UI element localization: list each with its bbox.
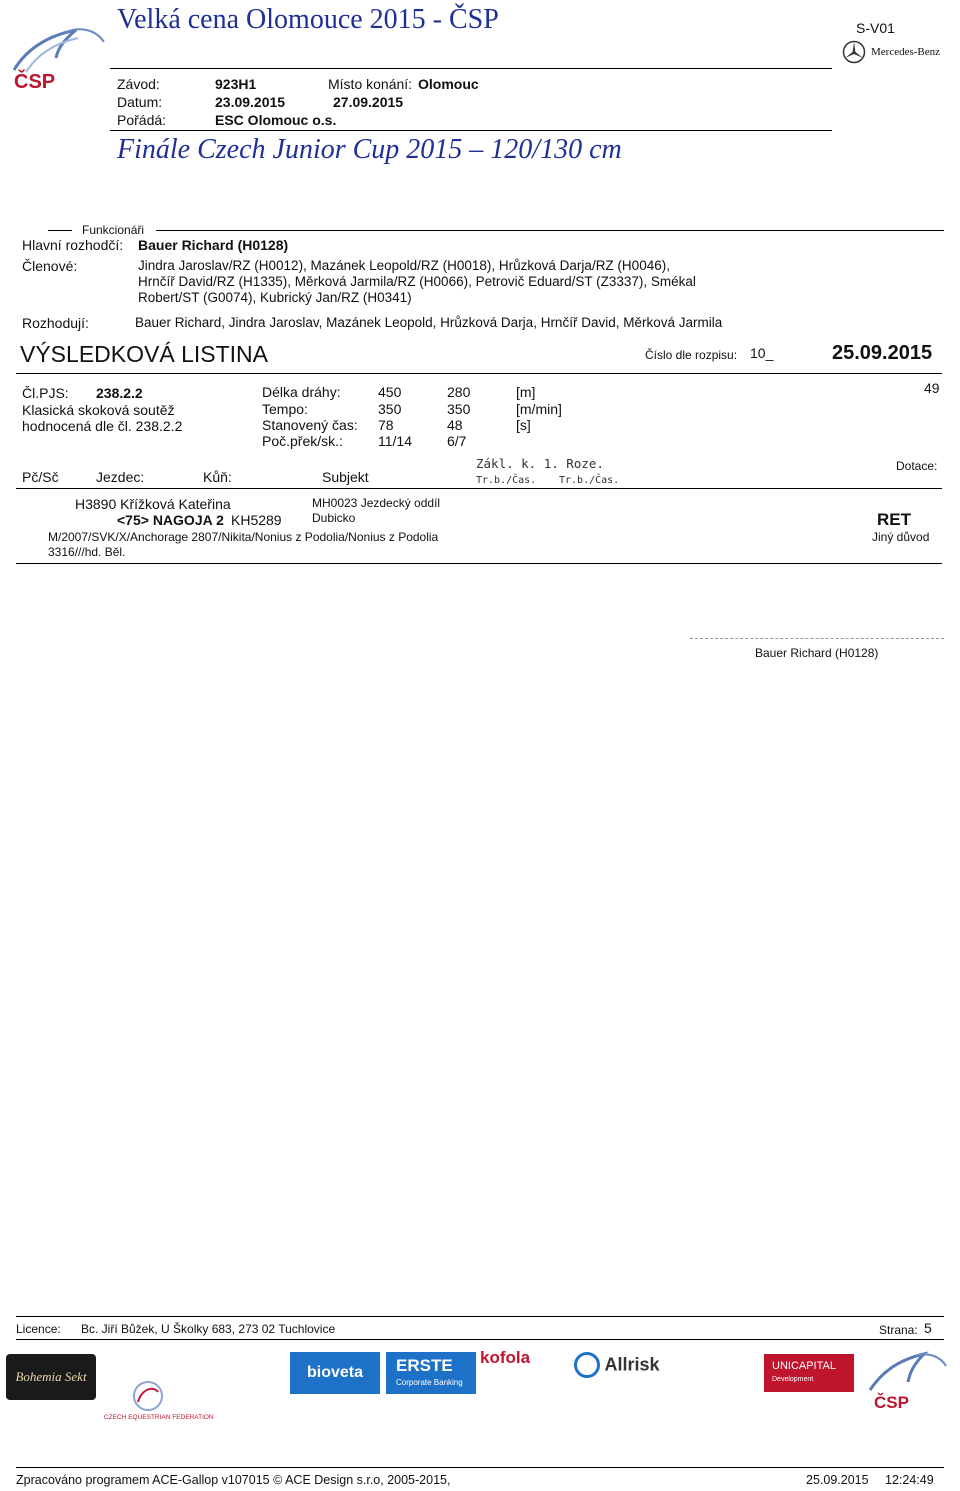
label-porada: Pořádá: [117,112,167,128]
competition-type-2: hodnocená dle čl. 238.2.2 [22,418,183,434]
param-unit-1: [m/min] [516,401,562,417]
cislo-value: 10_ [750,345,774,361]
csp-logo-top [6,22,110,94]
competition-type-1: Klasická skoková soutěž [22,402,175,418]
misto-value: Olomouc [418,76,479,92]
print-time: 12:24:49 [885,1473,934,1487]
entry-status: RET [877,510,911,529]
param-col1-1: 350 [378,401,402,417]
bioveta-logo: bioveta [290,1352,380,1394]
param-unit-0: [m] [516,384,536,400]
licence-value: Bc. Jiří Bůžek, U Školky 683, 273 02 Tuchlovice [81,1322,336,1336]
col-header-dotace: Dotace: [896,459,938,473]
col-header-zakl: Zákl. k. 1. Roze. [476,456,604,471]
officials-rule-right [156,230,944,231]
signature-name: Bauer Richard (H0128) [755,646,879,660]
officials-section-label: Funkcionáři [82,223,145,237]
licence-label: Licence: [16,1322,61,1336]
footer-rule-bottom [16,1467,944,1468]
clenove-line-2: Hrnčíř David/RZ (H1335), Měrková Jarmila/RZ (H0066), Petrovič Eduard/ST (Z3337), Smékal [138,274,696,289]
rozhoduji-value: Bauer Richard, Jindra Jaroslav, Mazánek Leopold, Hrůzková Darja, Hrnčíř David, Měrková Jarmila [135,315,723,330]
label-clenove: Členové: [22,258,78,274]
table-header-rule [16,488,942,489]
param-col1-0: 450 [378,384,402,400]
competition-title: Finále Czech Junior Cup 2015 – 120/130 cm [117,134,622,165]
param-col2-2: 48 [447,417,463,433]
datum-to: 27.09.2015 [333,94,404,110]
header-rule [110,68,832,69]
clenove-line-1: Jindra Jaroslav/RZ (H0012), Mazánek Leopold/RZ (H0018), Hrůzková Darja/RZ (H0046), [138,258,670,273]
param-col2-0: 280 [447,384,471,400]
footer-rule-mid [16,1339,944,1340]
param-label-tempo: Tempo: [262,401,308,417]
col-header-pc: Pč/Sč [22,469,59,485]
entry-horse-id: KH5289 [231,512,282,528]
entry-rider: H3890 Křížková Kateřina [75,496,231,512]
event-title: Velká cena Olomouce 2015 - ČSP [117,4,499,35]
label-zavod: Závod: [117,76,160,92]
allrisk-logo: Allrisk [574,1352,659,1378]
czech-equestrian-federation-logo: CZECH EQUESTRIAN FEDERATION [108,1352,188,1432]
unicapital-logo: UNICAPITAL Development [764,1354,854,1392]
mercedes-star-icon [842,40,866,69]
bohemia-sekt-logo: Bohemia Sekt [6,1354,96,1400]
label-misto: Místo konání: [328,76,413,92]
param-label-delka: Délka dráhy: [262,384,341,400]
param-col2-1: 350 [447,401,471,417]
pjs-value: 238.2.2 [96,385,143,401]
param-label-prek: Poč.přek/sk.: [262,433,343,449]
strana-label: Strana: [879,1323,918,1337]
svg-text:ČSP: ČSP [14,71,56,93]
col-header-trb-2: Tr.b./Čas. [559,475,620,486]
sponsor-mercedes: Mercedes-Benz [871,46,941,58]
clenove-line-3: Robert/ST (G0074), Kubrický Jan/RZ (H0341) [138,290,412,305]
col-header-trb-1: Tr.b./Čas. [476,475,537,486]
col-header-subjekt: Subjekt [322,469,369,485]
print-date: 25.09.2015 [806,1473,869,1487]
kofola-logo: kofola [480,1348,531,1367]
signature-line [690,638,944,639]
svg-text:ČSP: ČSP [874,1393,909,1412]
label-rozhoduji: Rozhodují: [22,315,89,331]
entry-pedigree-2: 3316///hd. Běl. [48,545,126,559]
entry-reason: Jiný důvod [872,530,930,544]
entry-pedigree-1: M/2007/SVK/X/Anchorage 2807/Nikita/Nonius z Podolia/Nonius z Podolia [48,530,439,544]
entry-horse: <75> NAGOJA 2 [117,512,224,528]
entry-rule [16,563,942,564]
param-col1-3: 11/14 [378,433,412,449]
officials-rule-left [48,230,72,231]
col-header-kun: Kůň: [203,469,232,485]
pjs-label: Čl.PJS: [22,385,69,401]
col-header-jezdec: Jezdec: [96,469,145,485]
header-rule-2 [110,130,832,131]
param-label-cas: Stanovený čas: [262,417,358,433]
hlavni-value: Bauer Richard (H0128) [138,237,289,253]
strana-value: 5 [924,1320,932,1336]
label-hlavni: Hlavní rozhodčí: [22,237,124,253]
allrisk-swoosh-icon [574,1352,600,1378]
entry-subject-1: MH0023 Jezdecký oddíl [312,496,441,510]
cislo-label: Číslo dle rozpisu: [645,348,738,362]
label-datum: Datum: [117,94,163,110]
param-col1-2: 78 [378,417,394,433]
results-date: 25.09.2015 [832,342,933,364]
porada-value: ESC Olomouc o.s. [215,112,337,128]
program-info: Zpracováno programem ACE-Gallop v107015 © ACE Design s.r.o, 2005-2015, [16,1473,451,1487]
datum-from: 23.09.2015 [215,94,286,110]
starters-count: 49 [924,380,940,396]
zavod-value: 923H1 [215,76,257,92]
footer-rule-top [16,1316,944,1317]
results-rule [16,373,942,374]
form-code: S-V01 [856,20,895,36]
results-heading: VÝSLEDKOVÁ LISTINA [20,341,268,367]
csp-logo-footer [864,1348,950,1414]
entry-subject-2: Dubicko [312,511,356,525]
param-col2-3: 6/7 [447,433,467,449]
erste-logo: ERSTE Corporate Banking [386,1352,476,1394]
param-unit-2: [s] [516,417,531,433]
